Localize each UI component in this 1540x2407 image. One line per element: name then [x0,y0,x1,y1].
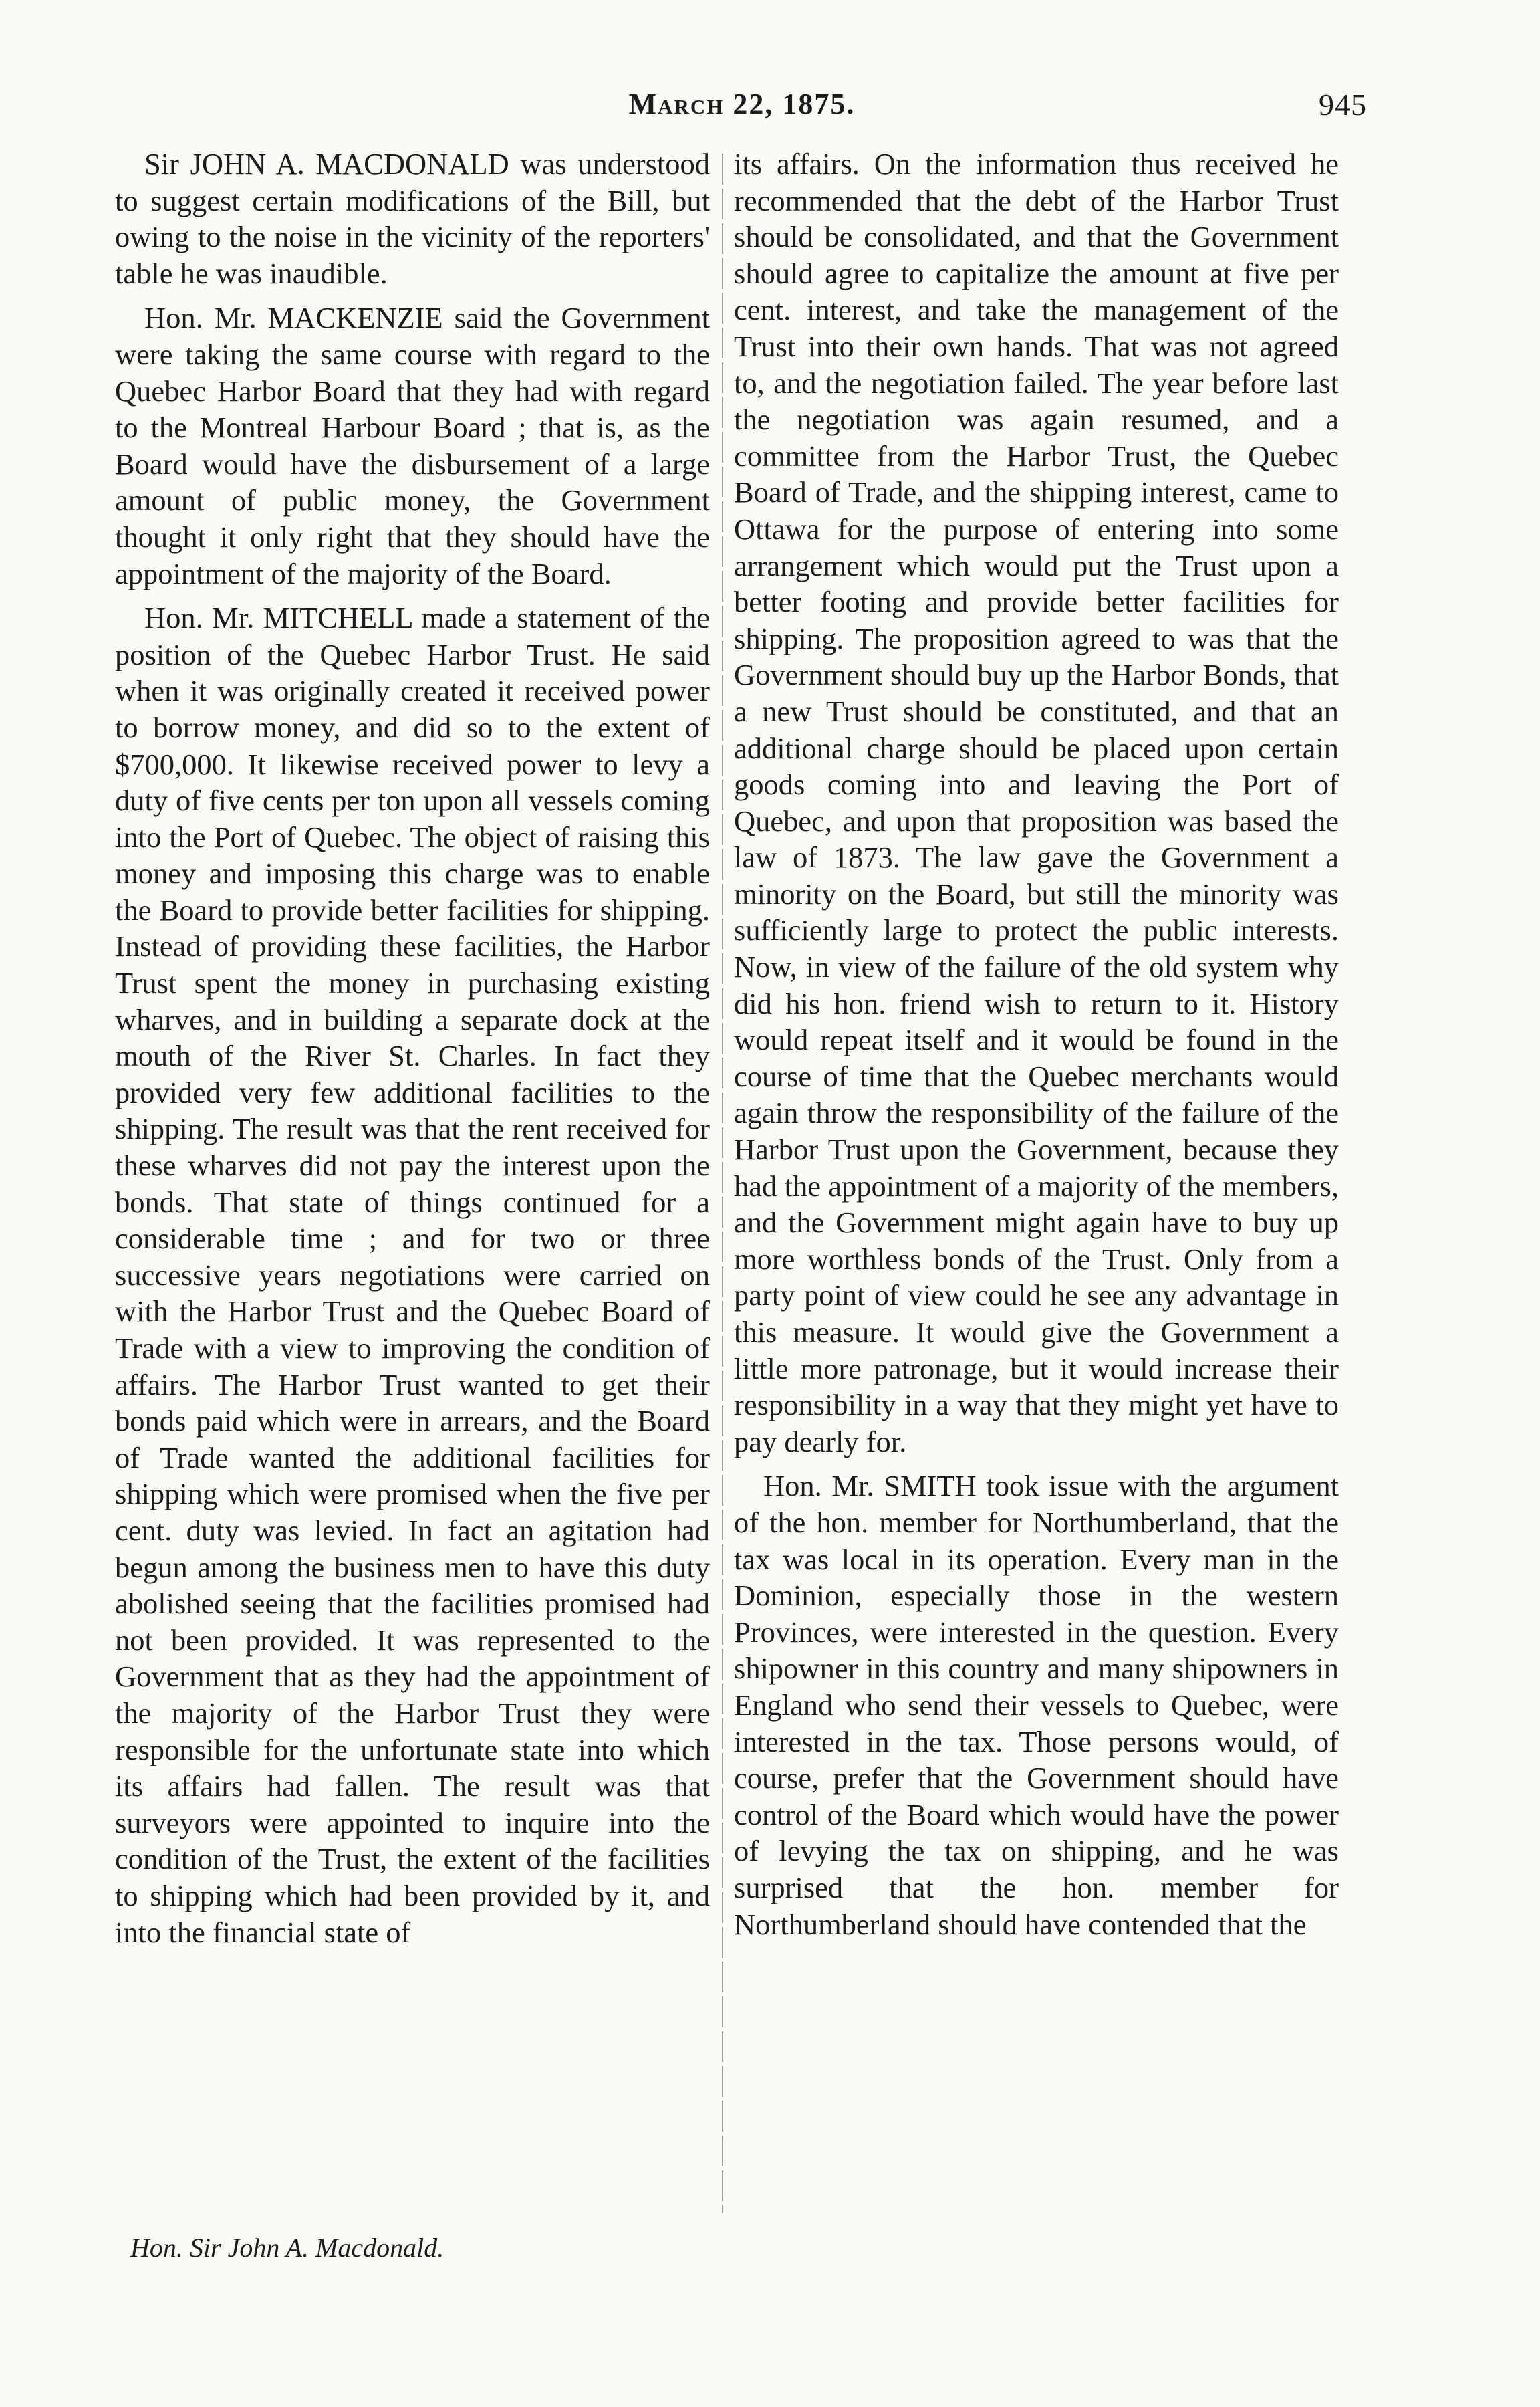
paragraph-mitchell: Hon. Mr. MITCHELL made a statement of the position of the Quebec Harbor Trust. He said when it was originally created it received power to borrow money, and did so to the extent of $700,000. It likewise received power to levy a duty of five cents per ton upon all vessels coming into the Port of Quebec. The object of raising this money and imposing this charge was to enable the Board to provide better facilities for shipping. Instead of providing these facilities, the Harbor Trust spent the money in purchasing existing wharves, and in building a separate dock at the mouth of the River St. Charles. In fact they provided very few additional facilities to the shipping. The result was that the rent received for these wharves did not pay the interest upon the bonds. That state of things continued for a considerable time ; and for two or three successive years negotiations were carried on with the Harbor Trust and the Quebec Board of Trade with a view to improving the condition of affairs. The Harbor Trust wanted to get their bonds paid which were in arrears, and the Board of Trade wanted the additional facilities for shipping which were promised when the five per cent. duty was levied. In fact an agitation had begun among the business men to have this duty abolished seeing that the facilities promised had not been provided. It was represented to the Government that as they had the appointment of the majority of the Harbor Trust they were responsible for the unfortunate state into which its affairs had fallen. The result was that surveyors were appointed to inquire into the condition of the Trust, the extent of the facilities to shipping which had been provided by it, and into the financial state of [115,601,710,1949]
page-header [117,87,1367,140]
left-column [115,146,710,1950]
paragraph-smith: Hon. Mr. SMITH took issue with the argument of the hon. member for Northumberland, that the tax was local in its operation. Every man in the Dominion, especially those in the western Provinces, were interested in the question. Every shipowner in this country and many shipowners in England who send their vessels to Quebec, were interested in the tax. Those persons would, of course, prefer that the Government should have control of the Board which would have the power of levying the tax on shipping, and he was surprised that the hon. member for Northumberland should have contended that the [734,1469,1339,1941]
paragraph-mackenzie: Hon. Mr. MACKENZIE said the Government were taking the same course with regard to the Quebec Harbor Board that they had with regard to the Montreal Harbour Board ; that is, as the Board would have the disbursement of a large amount of public money, the Government thought it only right that they should have the appointment of the majority of the Board. [115,301,710,590]
paragraph-macdonald: Sir JOHN A. MACDONALD was understood to suggest certain modifications of the Bill, but owing to the noise in the vicinity of the reporters' table he was inaudible. [115,147,710,290]
page-date [117,87,1367,121]
paragraph-mitchell-continued: its affairs. On the information thus received he recommended that the debt of the Harbor Trust should be consolidated, and that the Government should agree to capitalize the amount at five per cent. interest, and take the management of the Trust into their own hands. That was not agreed to, and the negotiation failed. The year before last the negotiation was again resumed, and a committee from the Harbor Trust, the Quebec Board of Trade, and the shipping interest, came to Ottawa for the purpose of entering into some arrangement which would put the Trust upon a better footing and provide better facilities for shipping. The proposition agreed to was that the Government should buy up the Harbor Bonds, that a new Trust should be constituted, and that an additional charge should be placed upon certain goods coming into and leaving the Port of Quebec, and upon that proposition was based the law of 1873. The law gave the Government a minority on the Board, but still the minority was sufficiently large to protect the public interests. Now, in view of the failure of the old system why did his hon. friend wish to return to it. History would repeat itself and it would be found in the course of time that the Quebec merchants would again throw the responsibility of the failure of the Harbor Trust upon the Government, because they had the appointment of a majority of the members, and the Government might again have to buy up more worthless bonds of the Trust. Only from a party point of view could he see any advantage in this measure. It would give the Government a little more patronage, but it would increase their responsibility in a way that they might yet have to pay dearly for. [734,147,1339,1458]
page-date-day-year: 22, 1875. [724,88,856,120]
speaker-footer: Hon. Sir John A. Macdonald. [130,2232,444,2263]
column-divider [722,154,723,2213]
page-date-month: March [628,88,725,120]
right-column [734,146,1339,1942]
page-number: 945 [1319,88,1367,122]
